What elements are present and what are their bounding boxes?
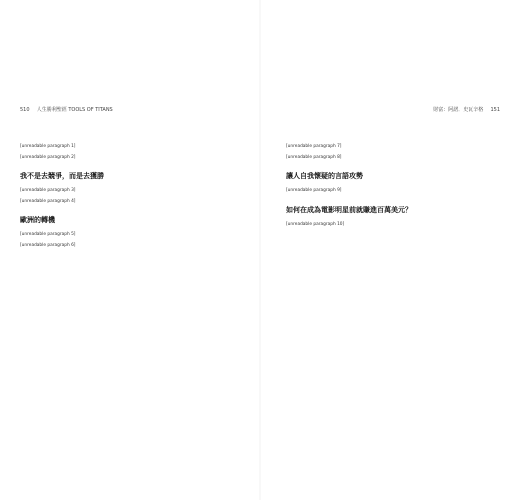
paragraph: [unreadable paragraph 1] [20, 144, 76, 149]
left-page-number: 510 [20, 107, 30, 113]
right-running-header [286, 108, 500, 116]
section-heading: 讓人自我懷疑的言語攻勢 [286, 172, 363, 180]
right-page-number: 151 [490, 107, 500, 113]
paragraph: [unreadable paragraph 5] [20, 232, 76, 237]
left-running-header [20, 108, 234, 116]
left-page [20, 108, 234, 468]
section-label: 財富：阿諾．史瓦辛格 [433, 107, 484, 113]
paragraph: [unreadable paragraph 8] [286, 154, 342, 160]
book-gutter [259, 0, 261, 500]
right-page [286, 108, 500, 468]
section-heading: 歐洲的轉機 [20, 216, 55, 224]
left-page-number-and-title [20, 108, 113, 116]
book-title: 人生勝利聖經 TOOLS OF TITANS [36, 107, 113, 113]
right-page-label-and-number [433, 108, 500, 116]
section-heading: 我不是去競爭，而是去獲勝 [20, 172, 104, 180]
paragraph: [unreadable paragraph 7] [286, 144, 342, 149]
paragraph: [unreadable paragraph 9] [286, 188, 342, 193]
paragraph: [unreadable paragraph 3] [20, 188, 76, 193]
paragraph: [unreadable paragraph 4] [20, 198, 76, 204]
paragraph: [unreadable paragraph 6] [20, 242, 76, 248]
paragraph: [unreadable paragraph 2] [20, 154, 76, 160]
section-heading: 如何在成為電影明星前就賺進百萬美元？ [286, 205, 412, 214]
paragraph: [unreadable paragraph 10] [286, 221, 345, 227]
